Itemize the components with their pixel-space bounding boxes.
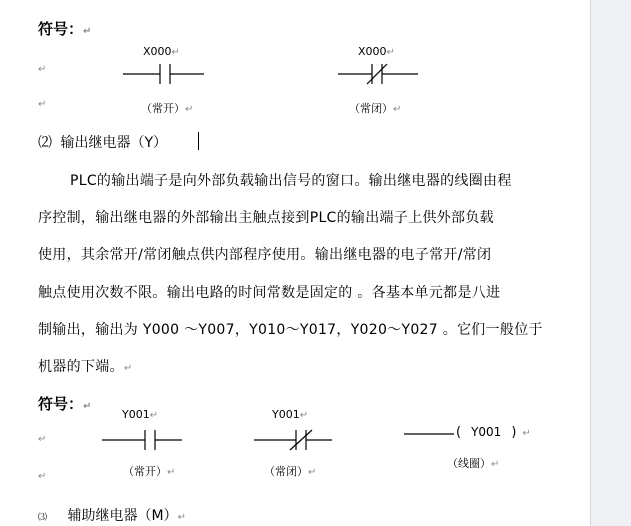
page-right-margin <box>590 0 631 526</box>
paragraph-mark: ↵ <box>149 410 159 421</box>
paragraph-line-text: 机器的下端。 <box>38 359 124 375</box>
y001-coil-label: Y001 <box>471 425 502 439</box>
paragraph-line: 使用，其余常开/常闭触点供内部程序使用。输出继电器的电子常开/常闭 <box>38 247 492 263</box>
paragraph-mark: ↵ <box>185 104 194 115</box>
paragraph-mark: ↵ <box>308 467 317 478</box>
paragraph-line: 序控制，输出继电器的外部输出主触点接到PLC的输出端子上供外部负载 <box>38 210 494 226</box>
paragraph-line: 制输出，输出为 Y000 ～Y007，Y010～Y017，Y020～Y027 。它们一般位于 <box>38 322 543 338</box>
normally-open-contact-icon <box>120 62 210 86</box>
symbols-heading <box>38 393 91 414</box>
x000-nc-label <box>358 45 395 58</box>
symbols-heading-text: 符号： <box>38 20 84 38</box>
paragraph-mark: ↵ <box>123 363 133 374</box>
coil-symbol <box>456 425 531 440</box>
paragraph-mark: ↵ <box>38 471 47 482</box>
section-2-title: 输出继电器（Y） <box>60 135 168 151</box>
x000-nc-caption <box>349 100 401 116</box>
y001-nc-label-text: Y001 <box>272 408 300 421</box>
paragraph-mark: ↵ <box>522 428 531 439</box>
y001-nc-caption <box>264 463 316 479</box>
paragraph-mark: ↵ <box>299 410 309 421</box>
paragraph-mark: ↵ <box>177 512 186 523</box>
y001-nc-caption-text: （常闭） <box>264 465 308 478</box>
y001-no-label-text: Y001 <box>122 408 150 421</box>
paragraph-line <box>38 356 133 376</box>
section-3-title: 辅助继电器（M） <box>67 508 178 524</box>
paragraph-mark: ↵ <box>167 467 176 478</box>
normally-open-contact-icon <box>100 428 190 452</box>
text-cursor <box>198 132 199 150</box>
paragraph-line: PLC的输出端子是向外部负载输出信号的窗口。输出继电器的线圈由程 <box>70 173 512 189</box>
normally-closed-contact-icon <box>336 62 426 86</box>
y001-nc-label <box>272 408 308 421</box>
symbols-heading-text: 符号： <box>38 395 84 413</box>
y001-no-caption <box>123 463 175 479</box>
paragraph-mark: ↵ <box>386 47 395 58</box>
coil-close-paren: ) <box>511 425 517 440</box>
paragraph-mark: ↵ <box>83 401 92 412</box>
y001-no-caption-text: （常开） <box>123 465 167 478</box>
paragraph-line: 触点使用次数不限。输出电路的时间常数是固定的 。各基本单元都是八进 <box>38 285 501 301</box>
normally-closed-contact-icon <box>252 428 342 452</box>
y001-no-label <box>122 408 158 421</box>
coil-wire-icon <box>402 424 462 444</box>
paragraph-mark: ↵ <box>38 64 47 75</box>
paragraph-mark: ↵ <box>491 459 500 470</box>
paragraph-mark: ↵ <box>83 26 92 37</box>
paragraph-mark: ↵ <box>38 99 47 110</box>
symbols-heading <box>38 18 91 39</box>
paragraph-mark: ↵ <box>393 104 402 115</box>
paragraph-mark: ↵ <box>38 434 47 445</box>
section-2-number: ⑵ <box>38 135 52 151</box>
x000-no-caption-text: （常开） <box>141 102 185 115</box>
x000-nc-caption-text: （常闭） <box>349 102 393 115</box>
x000-no-label-text: X000 <box>143 45 172 58</box>
section-2-heading <box>38 132 167 152</box>
x000-no-label <box>143 45 180 58</box>
y001-coil-caption-text: （线圈） <box>447 457 491 470</box>
section-3-number: ⑶ <box>38 513 48 523</box>
x000-no-caption <box>141 100 193 116</box>
coil-open-paren: ( <box>456 425 462 440</box>
x000-nc-label-text: X000 <box>358 45 387 58</box>
y001-coil-caption <box>447 455 499 471</box>
paragraph-mark: ↵ <box>171 47 180 58</box>
section-3-heading <box>38 505 186 525</box>
